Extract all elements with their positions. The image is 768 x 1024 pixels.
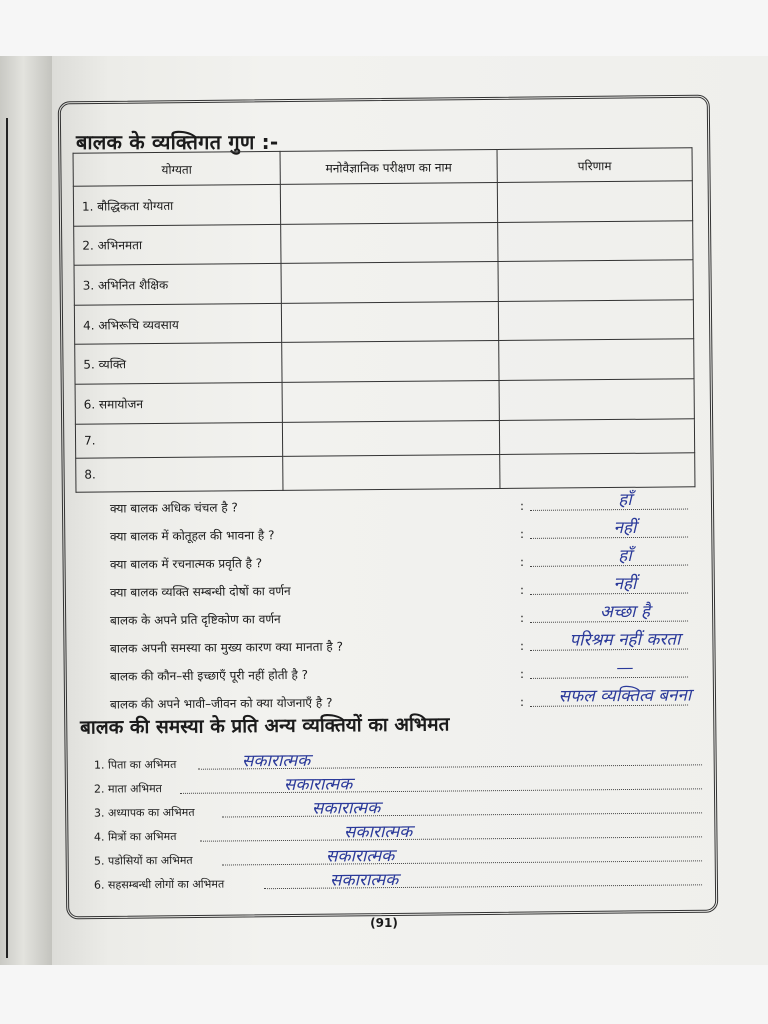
test-name-cell [281, 262, 498, 303]
handwritten-answer: सकारात्मक [343, 821, 413, 843]
question-text: क्या बालक अधिक चंचल है ? [109, 500, 238, 516]
test-name-cell [282, 380, 499, 421]
test-name-cell [280, 183, 497, 224]
question-text: क्या बालक व्यक्ति सम्बन्धी दोषों का वर्णन [109, 583, 291, 600]
table-row [74, 220, 693, 265]
test-name-cell [283, 454, 500, 490]
handwritten-answer: सकारात्मक [241, 750, 311, 772]
handwritten-answer: सफल व्यक्तित्व बनना [558, 685, 692, 707]
handwritten-answer: हाँ [618, 546, 632, 567]
row-label: 4. अभिरूचि व्यवसाय [74, 303, 281, 344]
test-name-cell [282, 341, 499, 382]
colon: : [519, 498, 525, 513]
question-text: क्या बालक में रचनात्मक प्रवृति है ? [109, 556, 263, 572]
result-cell [499, 339, 694, 380]
question-text: बालक की कौन–सी इच्छाएँ पूरी नहीं होती है ? [109, 667, 309, 684]
col-header-result: परिणाम [497, 148, 692, 183]
colon: : [519, 694, 525, 709]
colon: : [519, 526, 525, 541]
row-label: 5. व्यक्ति [75, 343, 282, 384]
row-label: 7. [75, 422, 282, 458]
row-label: 2. अभिनमता [74, 224, 281, 265]
colon: : [519, 638, 525, 653]
handwritten-answer: सकारात्मक [283, 774, 353, 795]
answer-line [222, 860, 702, 865]
opinion-label: 6. सहसम्बन्धी लोगों का अभिमत [93, 877, 225, 892]
background-top [0, 0, 768, 56]
col-header-ability: योग्यता [73, 151, 280, 186]
result-cell [499, 418, 694, 454]
test-name-cell [282, 420, 499, 456]
answer-line [200, 836, 702, 841]
col-header-test-name: मनोवैज्ञानिक परीक्षण का नाम [280, 150, 497, 185]
handwritten-answer: — [616, 658, 634, 679]
section-heading-opinions: बालक की समस्या के प्रति अन्य व्यक्तियों का अभिमत [79, 713, 450, 739]
colon: : [519, 666, 525, 681]
table-row [75, 339, 694, 384]
left-page-border [6, 118, 8, 958]
colon: : [519, 582, 525, 597]
opinion-label: 1. पिता का अभिमत [93, 757, 177, 772]
table-row [73, 181, 692, 226]
opinion-label: 3. अध्यापक का अभिमत [93, 805, 195, 820]
opinion-label: 5. पडोसियों का अभिमत [93, 853, 193, 868]
table-row [75, 379, 694, 424]
table-row [74, 260, 693, 305]
book-left-edge [0, 56, 58, 968]
handwritten-answer: परिश्रम नहीं करता [569, 629, 681, 651]
handwritten-answer: सकारात्मक [325, 846, 395, 867]
opinion-label: 4. मित्रों का अभिमत [93, 829, 177, 844]
result-cell [500, 453, 695, 489]
traits-table [73, 147, 696, 492]
table-row [75, 418, 694, 458]
table-row [74, 300, 693, 345]
background-bottom [0, 965, 768, 1024]
row-label: 8. [76, 456, 283, 492]
page-number: (91) [370, 916, 398, 930]
result-cell [498, 220, 693, 261]
handwritten-answer: नहीं [613, 573, 637, 595]
question-text: बालक अपनी समस्या का मुख्य कारण क्या मानता है ? [109, 639, 344, 656]
row-label: 1. बौद्धिकता योग्यता [73, 184, 280, 225]
test-name-cell [281, 301, 498, 342]
question-text: बालक की अपने भावी–जीवन को क्या योजनाएँ है ? [109, 695, 333, 712]
result-cell [498, 300, 693, 341]
answer-line [180, 788, 702, 794]
result-cell [498, 260, 693, 301]
answer-line [222, 812, 702, 817]
handwritten-answer: नहीं [613, 517, 637, 539]
question-text: क्या बालक में कोतूहल की भावना है ? [109, 528, 275, 544]
question-text: बालक के अपने प्रति दृष्टिकोण का वर्णन [109, 612, 281, 628]
handwritten-answer: हाँ [618, 490, 632, 511]
colon: : [519, 610, 525, 625]
colon: : [519, 554, 525, 569]
handwritten-answer: अच्छा है [599, 601, 651, 623]
row-label: 3. अभिनित शैक्षिक [74, 264, 281, 305]
test-name-cell [281, 222, 498, 263]
result-cell [497, 181, 692, 222]
table-header-row [73, 148, 692, 186]
row-label: 6. समायोजन [75, 382, 282, 423]
result-cell [499, 379, 694, 420]
handwritten-answer: सकारात्मक [329, 869, 399, 891]
table-row [76, 453, 695, 493]
opinion-label: 2. माता अभिमत [93, 782, 162, 796]
handwritten-answer: सकारात्मक [311, 798, 381, 819]
section-heading: बालक के व्यक्तिगत गुण :- [76, 130, 279, 154]
